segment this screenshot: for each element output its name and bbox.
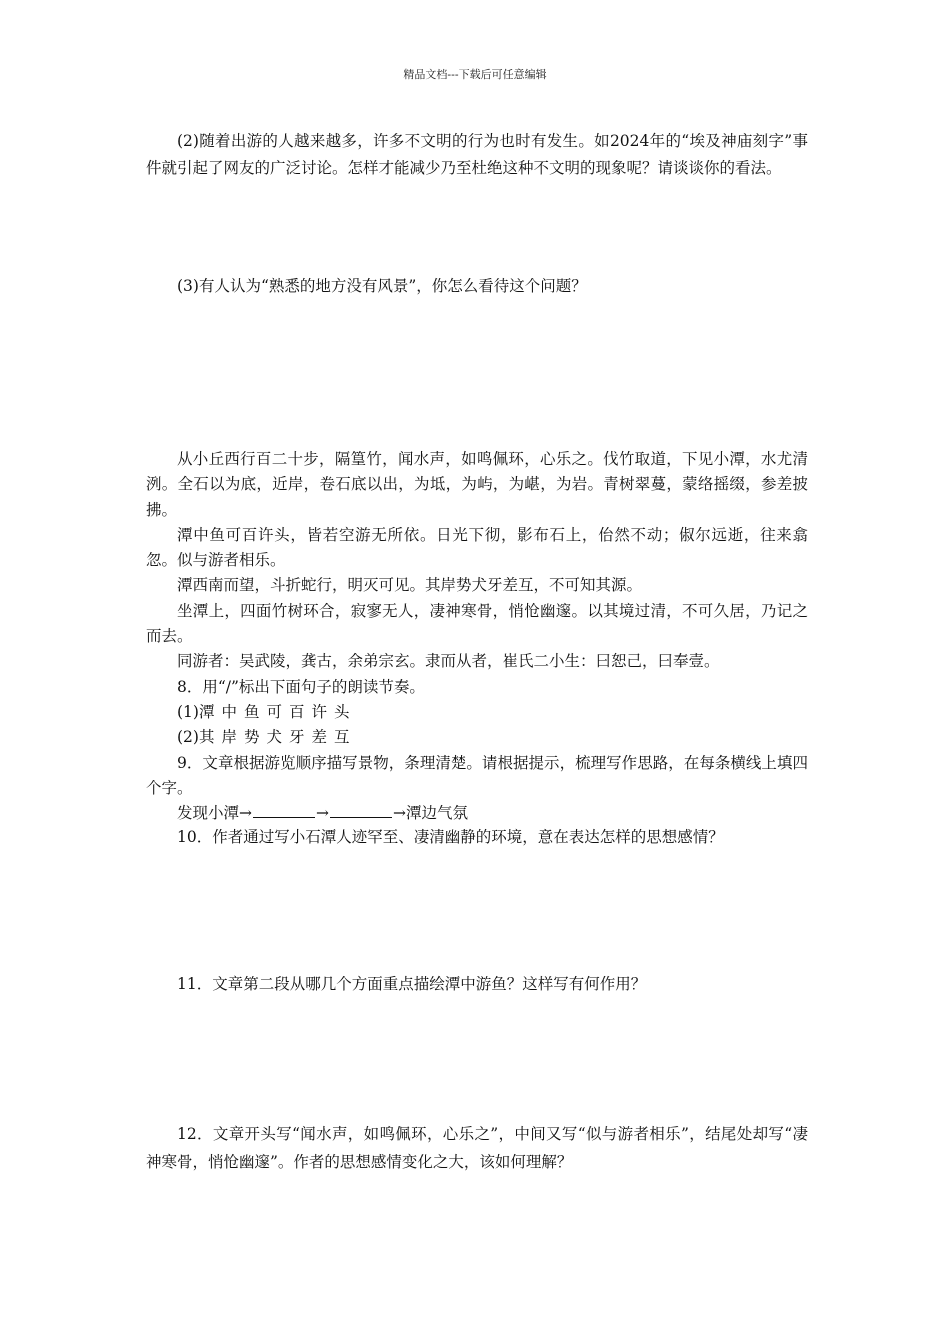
question-8-sentence-2 <box>146 725 808 750</box>
question-10-text: 10．作者通过写小石潭人迹罕至、凄清幽静的环境，意在表达怎样的思想感情？ <box>177 828 724 846</box>
page-header: 精品文档---下载后可任意编辑 <box>403 68 547 81</box>
answer-blank-2[interactable] <box>330 802 392 818</box>
question-2-text: (2)随着出游的人越来越多，许多不文明的行为也时有发生。如2024年的“埃及神庙刻字”事件就引起了网友的广泛讨论。怎样才能减少乃至杜绝这种不文明的现象呢？请谈谈你的看法。 <box>146 132 808 177</box>
flow-start: 发现小潭→ <box>177 804 252 823</box>
sentence-1-text: 潭中鱼可百许头 <box>198 702 357 721</box>
question-12-text: 12．文章开头写“闻水声，如鸣佩环，心乐之”，中间又写“似与游者相乐”，结尾处却写“凄神寒骨，悄怆幽邃”。作者的思想感情变化之大，该如何理解？ <box>146 1125 808 1171</box>
passage-paragraph-1: 从小丘西行百二十步，隔篁竹，闻水声，如鸣佩环，心乐之。伐竹取道，下见小潭，水尤清洌。全石以为底，近岸，卷石底以出，为坻，为屿，为嵁，为岩。青树翠蔓，蒙络摇缀，参差披拂。 <box>146 450 808 519</box>
question-3-block <box>146 274 808 299</box>
question-9-flow <box>146 801 808 826</box>
passage-paragraph-4: 坐潭上，四面竹树环合，寂寥无人，凄神寒骨，悄怆幽邃。以其境过清，不可久居，乃记之而去。 <box>146 601 808 646</box>
passage-block <box>146 447 808 826</box>
passage-paragraph-5: 同游者：吴武陵，龚古，余弟宗玄。隶而从者，崔氏二小生：曰恕己，曰奉壹。 <box>177 652 720 671</box>
sentence-1-number: (1) <box>177 702 199 721</box>
question-11-text: 11．文章第二段从哪几个方面重点描绘潭中游鱼？这样写有何作用？ <box>177 975 647 993</box>
sentence-2-text: 其岸势犬牙差互 <box>198 728 357 747</box>
answer-blank-1[interactable] <box>253 802 315 818</box>
question-8-sentence-1 <box>146 700 808 725</box>
question-10-block <box>146 825 808 850</box>
sentence-2-number: (2) <box>177 728 199 747</box>
passage-paragraph-3: 潭西南而望，斗折蛇行，明灭可见。其岸势犬牙差互，不可知其源。 <box>177 576 643 595</box>
question-3-text: (3)有人认为“熟悉的地方没有风景”，你怎么看待这个问题？ <box>177 277 587 295</box>
question-9-prompt: 9．文章根据游览顺序描写景物，条理清楚。请根据提示，梳理写作思路，在每条横线上填四个字。 <box>146 753 808 797</box>
passage-paragraph-2: 潭中鱼可百许头，皆若空游无所依。日光下彻，影布石上，佁然不动；俶尔远逝，往来翕忽。似与游者相乐。 <box>146 525 808 570</box>
question-12-block <box>146 1120 808 1176</box>
question-8-prompt: 8．用“/”标出下面句子的朗读节奏。 <box>177 677 425 696</box>
flow-end: →潭边气氛 <box>393 804 468 823</box>
question-11-block <box>146 972 808 997</box>
flow-arrow: → <box>316 804 329 823</box>
question-2-block <box>146 128 808 182</box>
